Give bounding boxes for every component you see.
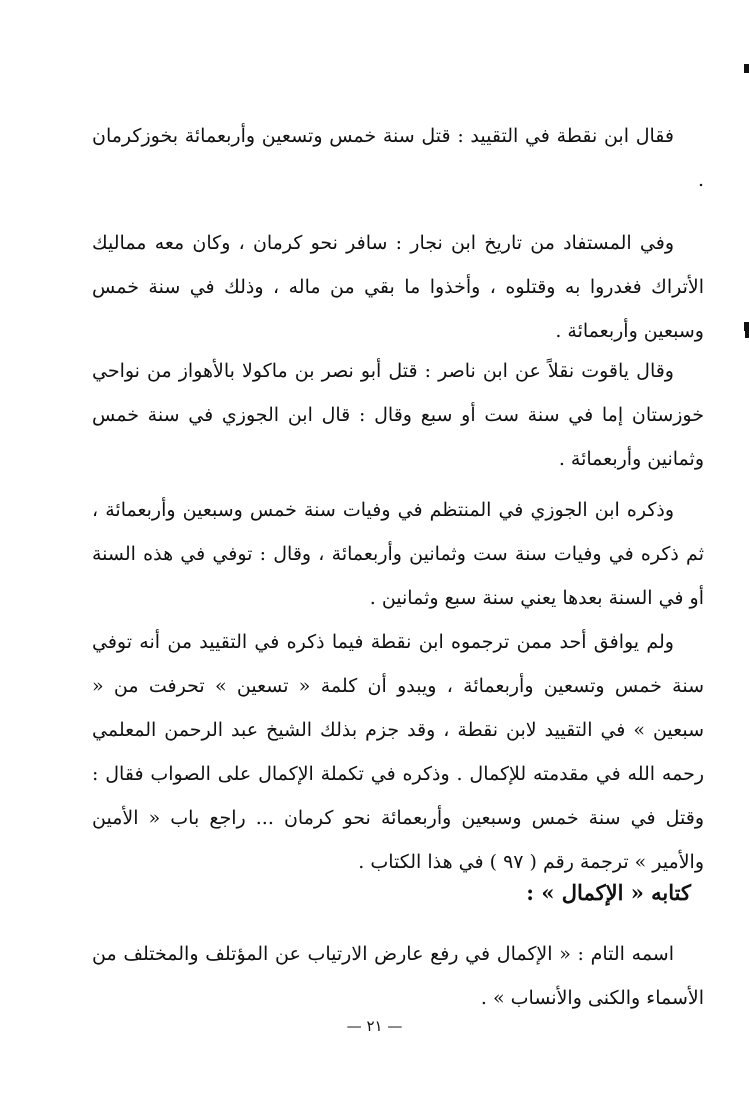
paragraph-discussion: [92, 620, 704, 884]
paragraph-yaqut: [92, 349, 704, 481]
scan-edge-mark: [745, 330, 749, 338]
paragraph-text: وذكره ابن الجوزي في المنتظم في وفيات سنة خمس وسبعين وأربعمائة ، ثم ذكره في وفيات سنة ست وثمانين وأربعمائة ، وقال : توفي في هذه السنة أو في السنة بعدها يعني سنة سبع وثمانين .: [92, 499, 704, 609]
paragraph-text: وفي المستفاد من تاريخ ابن نجار : سافر نحو كرمان ، وكان معه مماليك الأتراك فغدروا به وقتلوه ، وأخذوا ما بقي من ماله ، وذلك في سنة خمس وسبعين وأربعمائة .: [92, 232, 704, 342]
paragraph-text: وقال ياقوت نقلاً عن ابن ناصر : قتل أبو نصر بن ماكولا بالأهواز من نواحي خوزستان إما في سنة ست أو سبع وقال : قال ابن الجوزي في سنة خمس وثمانين وأربعمائة .: [92, 360, 704, 470]
paragraph-full-title: [92, 932, 704, 1020]
paragraph-text: اسمه التام : « الإكمال في رفع عارض الارتياب عن المؤتلف والمختلف من الأسماء والكنى والأنساب » .: [92, 943, 704, 1009]
paragraph-ibn-nuqta: [92, 114, 704, 202]
section-heading: كتابه « الإكمال » :: [526, 880, 691, 905]
page-number: — ٢١ —: [346, 1017, 403, 1035]
paragraph-text: ولم يوافق أحد ممن ترجموه ابن نقطة فيما ذكره في التقييد من أنه توفي سنة خمس وتسعين وأربعمائة ، ويبدو أن كلمة « تسعين » تحرفت من « سبعين » في التقييد لابن نقطة ، وقد جزم بذلك الشيخ عبد الرحمن المعلمي رحمه الله في مقدمته للإكمال . وذكره في تكملة الإكمال على الصواب فقال : وقتل في سنة خمس وسبعين وأربعمائة نحو كرمان ... راجع باب « الأمين والأمير » ترجمة رقم ( ٩٧ ) في هذا الكتاب .: [92, 631, 704, 873]
paragraph-text: فقال ابن نقطة في التقييد : قتل سنة خمس وتسعين وأربعمائة بخوزكرمان .: [92, 125, 704, 191]
paragraph-ibn-al-jawzi: [92, 488, 704, 620]
paragraph-mustafad: [92, 221, 704, 353]
scan-edge-mark: [744, 64, 749, 73]
